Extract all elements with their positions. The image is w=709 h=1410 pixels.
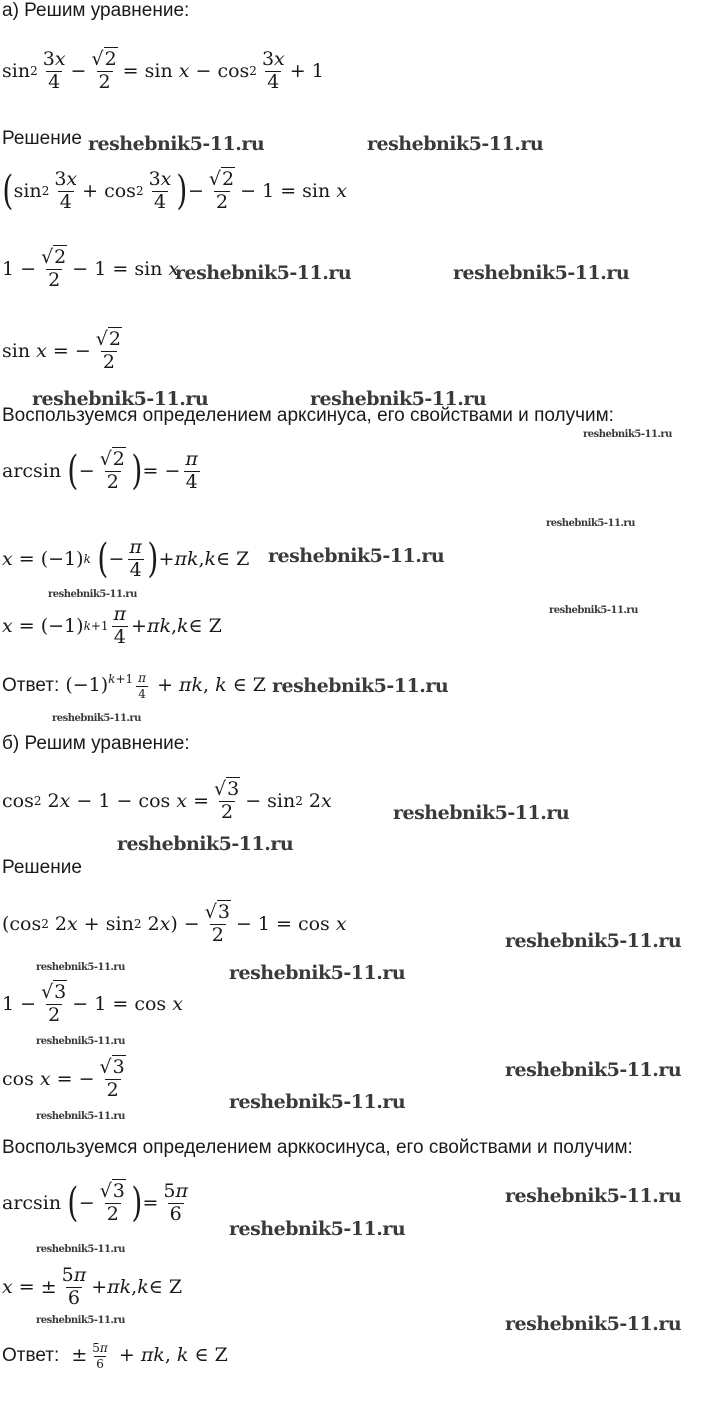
watermark: reshebnik5-11.ru xyxy=(175,262,352,284)
equation-a-general: x = (−1) k ( − $\frac{\pi}{4}$ ) + πk , k ∈ Z xyxy=(2,536,250,583)
watermark: reshebnik5-11.ru xyxy=(229,1218,406,1240)
watermark: reshebnik5-11.ru xyxy=(36,1315,125,1326)
watermark: reshebnik5-11.ru xyxy=(453,262,630,284)
part-a-answer: Ответ: $(-1)^{k+1}$ $\frac{\pi}{4}$ + πk, k ∈ Z xyxy=(2,671,267,701)
part-a-answer-label: Ответ: xyxy=(2,675,60,697)
equation-b-general: x = ± $\frac{5\pi}{6}$ + πk , k ∈ Z xyxy=(2,1264,183,1309)
watermark: reshebnik5-11.ru xyxy=(48,589,137,600)
equation-a-step3: sin x = − $\frac{√2}{2}$ xyxy=(2,328,121,373)
watermark: reshebnik5-11.ru xyxy=(88,133,265,155)
equation-b-step3: cos x = − $\frac{√3}{2}$ xyxy=(2,1056,125,1101)
part-b-solution-label: Решение xyxy=(2,857,82,878)
equation-a-step2: 1 − $\frac{√2}{2}$ − 1 = sin x xyxy=(2,246,180,291)
equation-b-arccos: arcsin ( − $\frac{√3}{2}$ ) = $\frac{5\pi}{6}$ xyxy=(2,1180,189,1227)
watermark: reshebnik5-11.ru xyxy=(36,1036,125,1047)
part-a-solution-label: Решение xyxy=(2,128,82,149)
watermark: reshebnik5-11.ru xyxy=(268,545,445,567)
watermark: reshebnik5-11.ru xyxy=(32,388,209,410)
watermark: reshebnik5-11.ru xyxy=(117,833,294,855)
equation-b-step2: 1 − $\frac{√3}{2}$ − 1 = cos x xyxy=(2,981,183,1026)
watermark: reshebnik5-11.ru xyxy=(505,930,682,952)
watermark: reshebnik5-11.ru xyxy=(52,713,141,724)
watermark: reshebnik5-11.ru xyxy=(583,429,672,440)
part-b-answer: Ответ: ± $\frac{5\pi}{6}$ + πk, k ∈ Z xyxy=(2,1341,228,1371)
equation-a-final: x = (−1) k+1 $\frac{\pi}{4}$ + πk , k ∈ Z xyxy=(2,603,222,648)
watermark: reshebnik5-11.ru xyxy=(36,962,125,973)
equation-a-given: sin 2 $\frac{3x}{4}$ − $\frac{√2}{2}$ = sin x − cos 2 $\frac{3x}{4}$ + 1 xyxy=(2,48,324,93)
watermark: reshebnik5-11.ru xyxy=(310,388,487,410)
equation-b-given: cos 2 2 x − 1 − cos x = $\frac{√3}{2}$ − sin 2 2 x xyxy=(2,778,332,823)
watermark: reshebnik5-11.ru xyxy=(505,1185,682,1207)
equation-a-arcsin: arcsin ( − $\frac{√2}{2}$ ) = − $\frac{\pi}{4}$ xyxy=(2,448,198,495)
part-a-heading: а) Решим уравнение: xyxy=(2,0,190,21)
watermark: reshebnik5-11.ru xyxy=(546,518,635,529)
watermark: reshebnik5-11.ru xyxy=(393,802,570,824)
watermark: reshebnik5-11.ru xyxy=(36,1111,125,1122)
equation-a-step1: ( sin 2 $\frac{3x}{4}$ + cos 2 $\frac{3x}{4}$ ) − $\frac{√2}{2}$ − 1 = sin x xyxy=(2,168,348,215)
part-b-answer-label: Ответ: xyxy=(2,1345,60,1367)
watermark: reshebnik5-11.ru xyxy=(272,675,449,697)
watermark: reshebnik5-11.ru xyxy=(229,962,406,984)
part-b-heading: б) Решим уравнение: xyxy=(2,733,190,754)
watermark: reshebnik5-11.ru xyxy=(36,1244,125,1255)
equation-b-step1: (cos 2 2 x + sin 2 2 x ) − $\frac{√3}{2}$ − 1 = cos x xyxy=(2,901,347,946)
part-a-note: Воспользуемся определением арксинуса, его свойствами и получим: xyxy=(2,405,614,426)
watermark: reshebnik5-11.ru xyxy=(549,605,638,616)
watermark: reshebnik5-11.ru xyxy=(505,1313,682,1335)
watermark: reshebnik5-11.ru xyxy=(229,1091,406,1113)
watermark: reshebnik5-11.ru xyxy=(505,1059,682,1081)
part-b-note: Воспользуемся определением арккосинуса, его свойствами и получим: xyxy=(2,1137,633,1158)
watermark: reshebnik5-11.ru xyxy=(367,133,544,155)
